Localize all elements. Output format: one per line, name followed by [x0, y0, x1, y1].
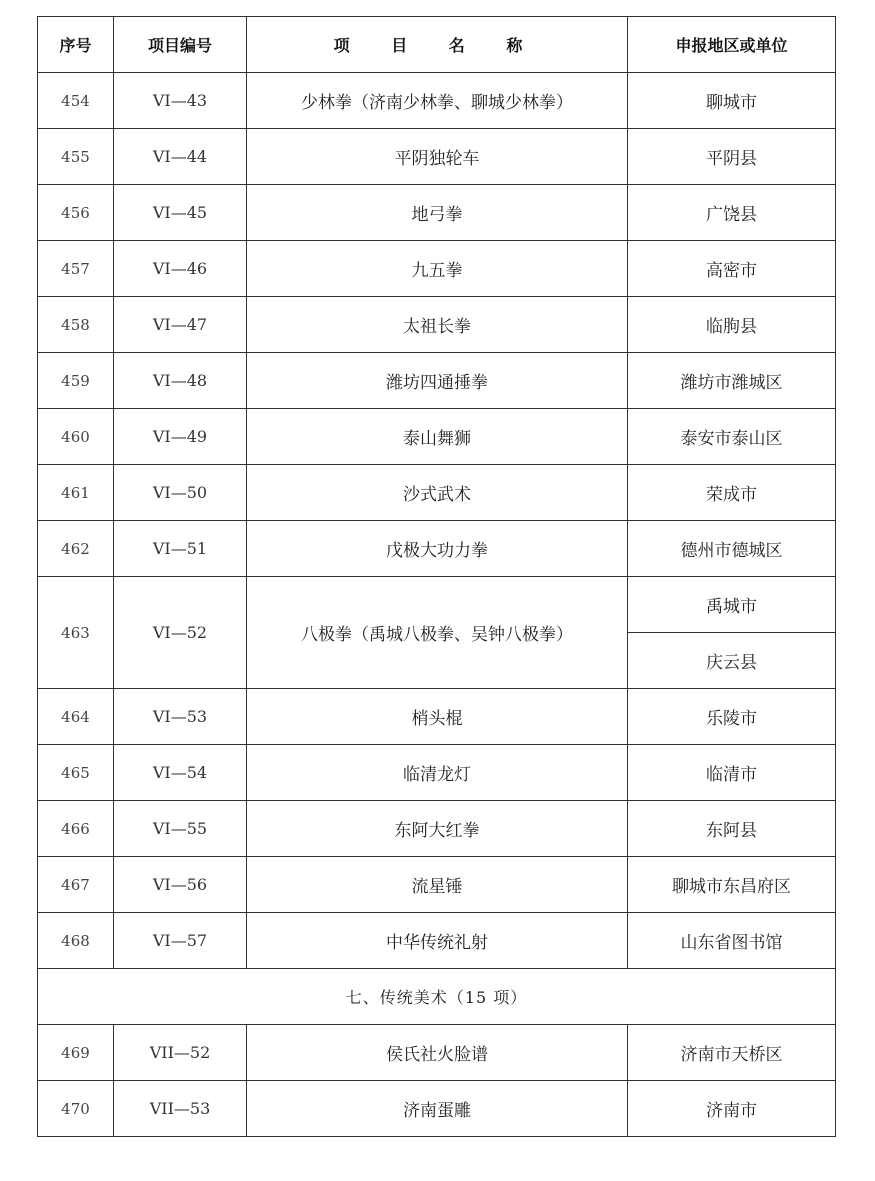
cell-seq: 468 — [38, 913, 114, 969]
heritage-table — [37, 16, 836, 1137]
table-row — [38, 73, 836, 129]
cell-seq: 457 — [38, 241, 114, 297]
table-row — [38, 297, 836, 353]
cell-name: 梢头棍 — [247, 689, 628, 745]
cell-name: 临清龙灯 — [247, 745, 628, 801]
table-row — [38, 577, 836, 633]
cell-name: 流星锤 — [247, 857, 628, 913]
cell-name: 九五拳 — [247, 241, 628, 297]
cell-code: VI—57 — [114, 913, 247, 969]
table-row — [38, 129, 836, 185]
cell-code: VI—52 — [114, 577, 247, 689]
cell-seq: 458 — [38, 297, 114, 353]
cell-seq: 454 — [38, 73, 114, 129]
cell-seq: 462 — [38, 521, 114, 577]
cell-seq: 459 — [38, 353, 114, 409]
cell-seq: 464 — [38, 689, 114, 745]
cell-seq: 465 — [38, 745, 114, 801]
cell-code: VI—49 — [114, 409, 247, 465]
cell-seq: 460 — [38, 409, 114, 465]
cell-seq: 461 — [38, 465, 114, 521]
cell-region: 泰安市泰山区 — [628, 409, 836, 465]
cell-region: 山东省图书馆 — [628, 913, 836, 969]
header-region: 申报地区或单位 — [628, 17, 836, 73]
cell-code: VI—55 — [114, 801, 247, 857]
cell-code: VII—53 — [114, 1081, 247, 1137]
cell-region: 聊城市 — [628, 73, 836, 129]
cell-name: 太祖长拳 — [247, 297, 628, 353]
header-seq: 序号 — [38, 17, 114, 73]
cell-seq: 466 — [38, 801, 114, 857]
cell-name: 少林拳（济南少林拳、聊城少林拳） — [247, 73, 628, 129]
cell-region: 禹城市 — [628, 577, 836, 633]
cell-region: 临朐县 — [628, 297, 836, 353]
cell-code: VI—43 — [114, 73, 247, 129]
cell-region: 平阴县 — [628, 129, 836, 185]
table-row — [38, 745, 836, 801]
cell-code: VI—47 — [114, 297, 247, 353]
table-row — [38, 241, 836, 297]
cell-name: 侯氏社火脸谱 — [247, 1025, 628, 1081]
cell-region: 东阿县 — [628, 801, 836, 857]
table-row — [38, 521, 836, 577]
cell-code: VI—48 — [114, 353, 247, 409]
table-row — [38, 801, 836, 857]
cell-code: VI—45 — [114, 185, 247, 241]
cell-region: 乐陵市 — [628, 689, 836, 745]
cell-name: 潍坊四通捶拳 — [247, 353, 628, 409]
cell-code: VI—53 — [114, 689, 247, 745]
section-heading: 七、传统美术（15 项） — [38, 969, 836, 1025]
cell-name: 济南蛋雕 — [247, 1081, 628, 1137]
cell-code: VI—51 — [114, 521, 247, 577]
table-row — [38, 913, 836, 969]
cell-code: VI—56 — [114, 857, 247, 913]
table-row — [38, 465, 836, 521]
cell-seq: 470 — [38, 1081, 114, 1137]
cell-seq: 455 — [38, 129, 114, 185]
cell-code: VI—54 — [114, 745, 247, 801]
table-row — [38, 1081, 836, 1137]
table-row — [38, 1025, 836, 1081]
cell-region: 临清市 — [628, 745, 836, 801]
table-row — [38, 353, 836, 409]
cell-region: 高密市 — [628, 241, 836, 297]
cell-region: 荣成市 — [628, 465, 836, 521]
cell-name: 沙式武术 — [247, 465, 628, 521]
cell-seq: 463 — [38, 577, 114, 689]
table-row — [38, 409, 836, 465]
cell-name: 东阿大红拳 — [247, 801, 628, 857]
cell-name: 中华传统礼射 — [247, 913, 628, 969]
table-row — [38, 185, 836, 241]
section-row — [38, 969, 836, 1025]
cell-region: 广饶县 — [628, 185, 836, 241]
cell-code: VI—50 — [114, 465, 247, 521]
cell-region: 庆云县 — [628, 633, 836, 689]
cell-region: 聊城市东昌府区 — [628, 857, 836, 913]
table-header-row — [38, 17, 836, 73]
cell-name: 平阴独轮车 — [247, 129, 628, 185]
cell-region: 济南市 — [628, 1081, 836, 1137]
cell-region: 济南市天桥区 — [628, 1025, 836, 1081]
cell-name: 八极拳（禹城八极拳、吴钟八极拳） — [247, 577, 628, 689]
table-row — [38, 689, 836, 745]
cell-code: VI—46 — [114, 241, 247, 297]
cell-code: VII—52 — [114, 1025, 247, 1081]
cell-code: VI—44 — [114, 129, 247, 185]
cell-seq: 467 — [38, 857, 114, 913]
cell-seq: 456 — [38, 185, 114, 241]
header-name: 项 目 名 称 — [247, 17, 628, 73]
cell-name: 地弓拳 — [247, 185, 628, 241]
cell-region: 德州市德城区 — [628, 521, 836, 577]
cell-seq: 469 — [38, 1025, 114, 1081]
cell-name: 戊极大功力拳 — [247, 521, 628, 577]
table-row — [38, 857, 836, 913]
header-code: 项目编号 — [114, 17, 247, 73]
cell-name: 泰山舞狮 — [247, 409, 628, 465]
cell-region: 潍坊市潍城区 — [628, 353, 836, 409]
